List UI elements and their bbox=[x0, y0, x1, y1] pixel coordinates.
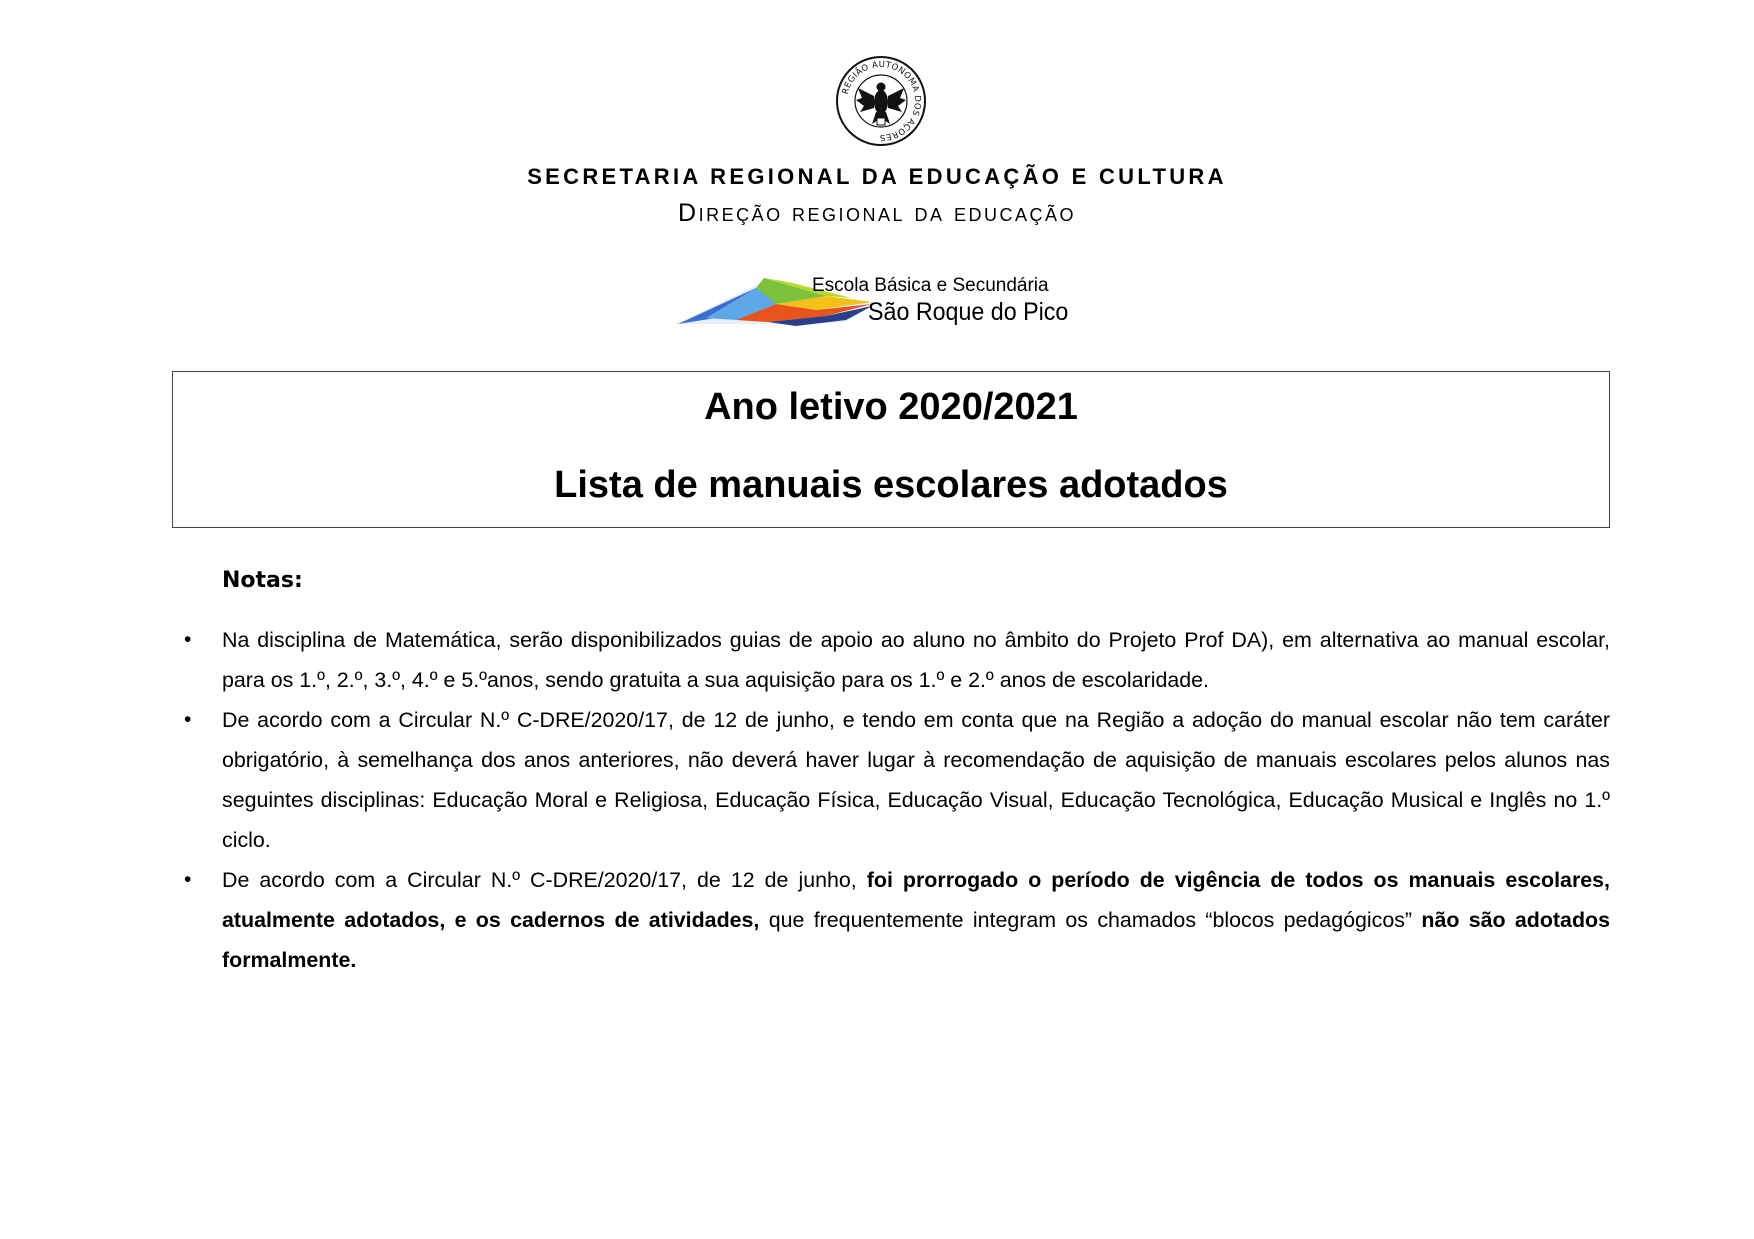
note-text-part4-bold: não são adotados formalmente. bbox=[222, 908, 1610, 972]
note-item-circular-vigencia bbox=[184, 860, 1611, 980]
seal-text: REGIÃO AUTÓNOMA DOS AÇORES bbox=[840, 59, 923, 143]
seal-icon bbox=[834, 54, 928, 148]
note-text: Na disciplina de Matemática, serão disponibilizados guias de apoio ao aluno no âmbito do Projeto Prof DA), em alternativa ao manual escolar, para os 1.º, 2.º, 3.º, 4.º e 5.ºanos, sendo gratuita a sua aquisição para os 1.º e 2.º anos de escolaridade. bbox=[222, 628, 1610, 692]
bullet-icon: • bbox=[184, 708, 192, 731]
school-name-line1: Escola Básica e Secundária bbox=[812, 275, 1049, 296]
note-text-part3: que frequentemente integram os chamados “blocos pedagógicos” bbox=[759, 908, 1422, 932]
school-name-line2: São Roque do Pico bbox=[868, 298, 1069, 326]
secretaria-heading: SECRETARIA REGIONAL DA EDUCAÇÃO E CULTURA bbox=[527, 164, 1227, 189]
school-year-title: Ano letivo 2020/2021 bbox=[704, 386, 1078, 428]
note-text-part1: De acordo com a Circular N.º C-DRE/2020/17, de 12 de junho, bbox=[222, 868, 867, 892]
direcao-heading: Direção regional da educação bbox=[678, 199, 1076, 227]
notes-heading: Notas: bbox=[222, 568, 303, 593]
note-text-part2-bold: foi prorrogado o período de vigência de todos os manuais escolares, atualmente adotados, e os cadernos de atividades, bbox=[222, 868, 1611, 932]
title-box bbox=[172, 371, 1610, 528]
notes-list bbox=[184, 620, 1611, 980]
school-logo bbox=[676, 270, 1076, 332]
note-text: De acordo com a Circular N.º C-DRE/2020/17, de 12 de junho, e tendo em conta que na Região a adoção do manual escolar não tem caráter obrigatório, à semelhança dos anos anteriores, não deverá haver lugar à recomendação de aquisição de manuais escolares pelos alunos nas seguintes disciplinas: Educação Moral e Religiosa, Educação Física, Educação Visual, Educação Tecnológica, Educação Musical e Inglês no 1.º ciclo. bbox=[222, 708, 1610, 852]
regiao-seal bbox=[834, 54, 928, 148]
note-item-circular-disciplinas bbox=[184, 700, 1610, 860]
list-title: Lista de manuais escolares adotados bbox=[554, 464, 1228, 506]
bullet-icon: • bbox=[184, 628, 192, 651]
bullet-icon: • bbox=[184, 868, 192, 891]
note-item-matematica bbox=[184, 620, 1610, 700]
